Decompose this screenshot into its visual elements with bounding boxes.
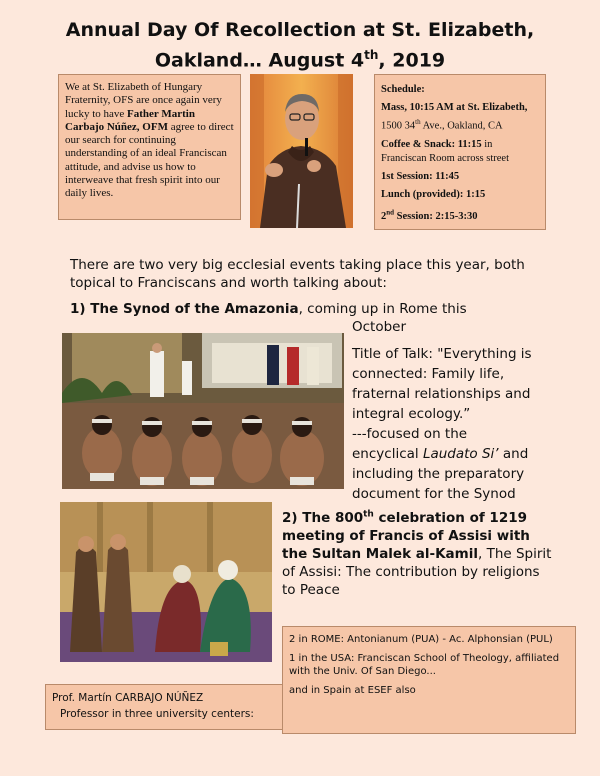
event-2-title: 2) The 800 — [282, 509, 364, 526]
event-2-subtitle: , The Spirit of Assisi: The contribution by religions to Peace — [282, 545, 552, 598]
intro-text-continued: agree to direct our search for continuing understanding of an ideal Franciscan attitude, and advise us how to interweave that fresh spirit into our daily lives. — [65, 120, 234, 200]
professor-box — [45, 684, 283, 730]
schedule-coffee-label: Coffee & Snack: 11:15 — [381, 138, 482, 150]
intro-box — [58, 74, 241, 220]
schedule-coffee — [381, 138, 539, 166]
schedule-session-2-time: Session: 2:15-3:30 — [394, 211, 478, 222]
event-1-subtitle: , coming up in Rome this — [298, 301, 467, 317]
schedule-box — [374, 74, 546, 230]
encyclical-name: Laudato Si’ — [422, 446, 499, 462]
university-spain: and in Spain at ESEF also — [289, 685, 416, 696]
talk-focus-text: ---focused on the encyclical — [352, 426, 468, 462]
university-centers-box — [282, 626, 576, 734]
schedule-mass-address-end: Ave., Oakland, CA — [420, 120, 503, 132]
title-line-1: Annual Day Of Recollection at St. Elizabeth, — [65, 19, 535, 41]
speaker-photo — [250, 74, 353, 228]
intro-text: We at St. Elizabeth of Hungary Fraternity, OFS are once again very lucky to have — [65, 81, 222, 120]
event-1-title: 1) The Synod of the Amazonia — [70, 301, 299, 317]
schedule-mass-label: Mass, 10:15 AM at St. Elizabeth, — [381, 102, 528, 113]
talk-focus — [352, 424, 537, 504]
schedule-mass-address-suffix: th — [415, 118, 421, 126]
event-1-heading — [70, 300, 550, 318]
title-date: Oakland… August 4 — [154, 49, 365, 72]
events-intro-paragraph: There are two very big ecclesial events taking place this year, both topical to Franciscans and worth talking about: — [70, 257, 525, 291]
schedule-mass-address: 1500 34 — [381, 120, 416, 132]
schedule-session-2-suffix: nd — [386, 208, 395, 217]
schedule-session-2-number: 2 — [381, 211, 387, 222]
synod-photo — [62, 333, 344, 489]
event-1-subtitle-end: October — [352, 319, 407, 335]
francis-sultan-painting — [60, 502, 272, 662]
professor-role: Professor in three university centers: — [60, 708, 254, 720]
schedule-mass — [381, 101, 539, 134]
schedule-coffee-detail: in Franciscan Room across street — [381, 138, 510, 164]
speaker-name: Father Martin Carbajo Núñez, OFM — [65, 107, 195, 133]
talk-title: Title of Talk: "Everything is connected: Family life, fraternal relationships and integral ecology.” — [352, 346, 532, 422]
event-2-heading — [282, 505, 552, 599]
title-date-suffix: th — [364, 48, 379, 62]
schedule-heading: Schedule: — [381, 84, 425, 95]
event-2-title-end: celebration of 1219 meeting of Francis of Assisi with the Sultan Malek al-Kamil — [282, 509, 530, 562]
talk-focus-text-end: and including the preparatory document for the Synod — [352, 446, 529, 502]
page-title — [0, 18, 600, 73]
schedule-session-1: 1st Session: 11:45 — [381, 170, 460, 182]
title-year: , 2019 — [378, 49, 446, 72]
title-line-2 — [0, 43, 600, 73]
university-usa: 1 in the USA: Franciscan School of Theology, affiliated with the Univ. Of San Diego... — [289, 653, 560, 677]
university-rome: 2 in ROME: Antonianum (PUA) - Ac. Alphonsian (PUL) — [289, 634, 553, 645]
schedule-session-2 — [381, 206, 539, 225]
professor-name: Prof. Martín CARBAJO NÚÑEZ — [52, 692, 204, 704]
event-2-title-suffix: th — [363, 509, 374, 519]
schedule-lunch: Lunch (provided): 1:15 — [381, 188, 486, 200]
